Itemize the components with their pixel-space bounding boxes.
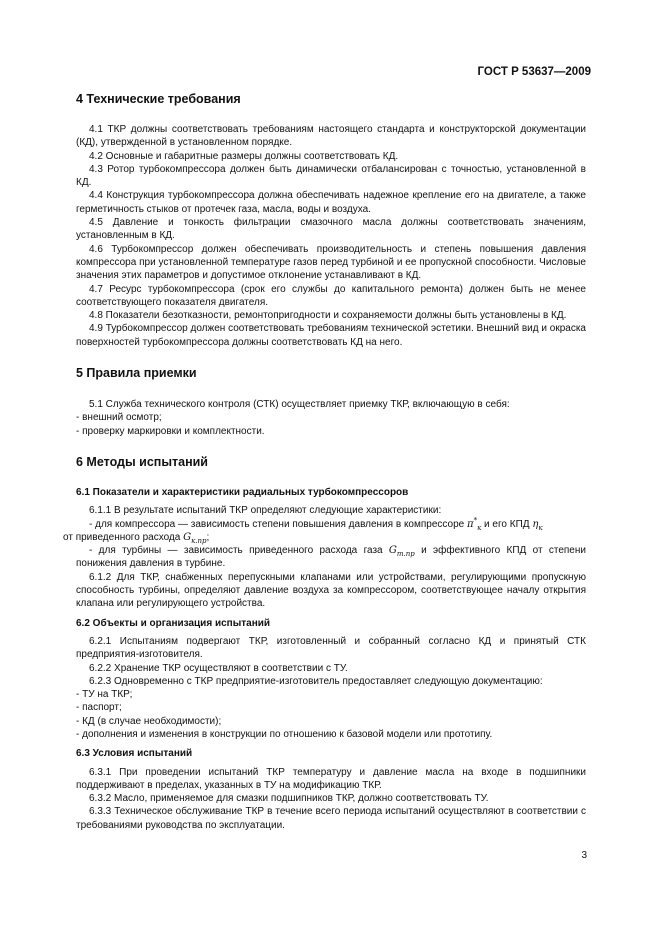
para-6-2-1: 6.2.1 Испытаниям подвергают ТКР, изготовленный и собранный согласно КД и принятый СТК предприятия-изготовителя. [76, 635, 586, 661]
list-item: - КД (в случае необходимости); [76, 715, 222, 727]
para-4-4: 4.4 Конструкция турбокомпрессора должна обеспечивать надежное крепление его на двигателе, а также герметичность стыков от протечек газа, масла, воды и воздуха. [76, 190, 586, 215]
para-4-6: 4.6 Турбокомпрессор должен обеспечивать производительность и степень повышения давления компрессора при установленной температуре газов перед турбиной и ее пропускной способности. Числовые значения этих параметров и допустимое отклонение устанавливают в КД. [76, 243, 586, 282]
list-item: - внешний осмотр; [76, 412, 162, 424]
text-fragment: и его КПД [484, 518, 530, 530]
para-4-7: 4.7 Ресурс турбокомпрессора (срок его службы до капитального ремонта) должен быть не менее соответствующего показателя двигателя. [76, 283, 586, 308]
subsection-6-2-title: 6.2 Объекты и организация испытаний [76, 617, 271, 629]
section-6-title: 6 Методы испытаний [76, 454, 208, 469]
g-k-pr-symbol: $G_{к.пр}$ [183, 531, 207, 545]
page-content [63, 92, 586, 832]
text-fragment: - для турбины — зависимость приведенного расхода газа [89, 545, 383, 557]
para-6-3-2: 6.3.2 Масло, применяемое для смазки подшипников ТКР, должно соответствовать ТУ. [89, 793, 489, 805]
list-item: - ТУ на ТКР; [76, 689, 133, 701]
section-5-title: 5 Правила приемки [76, 366, 197, 381]
text-fragment: от приведенного расхода [63, 531, 181, 543]
para-4-5: 4.5 Давление и тонкость фильтрации смазочного масла должны соответствовать значениям, установленным в КД. [76, 217, 586, 242]
text-fragment: и эффективного КПД от степени понижения давления в турбине. [76, 545, 586, 570]
para-5-1: 5.1 Служба технического контроля (СТК) осуществляет приемку ТКР, включающую в себя: [89, 399, 510, 411]
list-item: - дополнения и изменения в конструкции по отношению к базовой модели или прототипу. [76, 728, 493, 740]
para-4-2: 4.2 Основные и габаритные размеры должны соответствовать КД. [89, 150, 399, 162]
text-fragment: - для компрессора — зависимость степени повышения давления в компрессоре [89, 518, 465, 530]
g-t-pr-symbol: $G_{т.пр}$ [388, 545, 415, 559]
page-number: 3 [581, 850, 587, 861]
subsection-6-3-title: 6.3 Условия испытаний [76, 748, 193, 760]
standard-header: ГОСТ Р 53637—2009 [477, 66, 591, 78]
para-4-9: 4.9 Турбокомпрессор должен соответствовать требованиям технической эстетики. Внешний вид и окраска поверхностей турбокомпрессора должны соответствовать КД на него. [76, 323, 586, 348]
section-4-title: 4 Технические требования [76, 92, 241, 106]
para-4-3: 4.3 Ротор турбокомпрессора должен быть динамически отбалансирован с точностью, установленной в КД. [76, 163, 586, 189]
para-6-1-1: 6.1.1 В результате испытаний ТКР определяют следующие характеристики: [89, 505, 442, 517]
list-item: - паспорт; [76, 702, 122, 714]
list-item-turbine [76, 544, 586, 571]
pi-k-symbol: $\pi^*_к$ [467, 516, 482, 532]
eta-k-symbol: $\eta_к$ [532, 518, 543, 532]
list-item-compressor: - для компрессора — зависимость степени повышения давления в компрессоре $\pi^*_к$ и его КПД $\eta_к$ от приведенного расхода $G_{к.пр}$; [63, 516, 543, 545]
para-6-3-1: 6.3.1 При проведении испытаний ТКР температуру и давление масла на входе в подшипники поддерживают в пределах, указанных в ТУ на модификацию ТКР. [76, 766, 586, 791]
para-4-1: 4.1 ТКР должны соответствовать требованиям настоящего стандарта и конструкторской документации (КД), утвержденной в установленном порядке. [76, 124, 586, 149]
subsection-6-1-title: 6.1 Показатели и характеристики радиальных турбокомпрессоров [76, 486, 409, 498]
list-item: - проверку маркировки и комплектности. [76, 425, 265, 437]
para-6-1-2: 6.1.2 Для ТКР, снабженных перепускными клапанами или устройствами, регулирующими пропускную способность турбины, определяют давление воздуха за компрессором, соответствующее началу открытия клапана или регулирующего устройства. [76, 571, 586, 610]
para-6-2-2: 6.2.2 Хранение ТКР осуществляют в соответствии с ТУ. [89, 662, 348, 674]
para-6-3-3: 6.3.3 Техническое обслуживание ТКР в течение всего периода испытаний осуществляют в соответствии с требованиями руководства по эксплуатации. [76, 806, 586, 831]
para-4-8: 4.8 Показатели безотказности, ремонтопригодности и сохраняемости должны быть установлены в КД. [89, 310, 567, 322]
para-6-2-3: 6.2.3 Одновременно с ТКР предприятие-изготовитель предоставляет следующую документацию: [89, 675, 543, 687]
